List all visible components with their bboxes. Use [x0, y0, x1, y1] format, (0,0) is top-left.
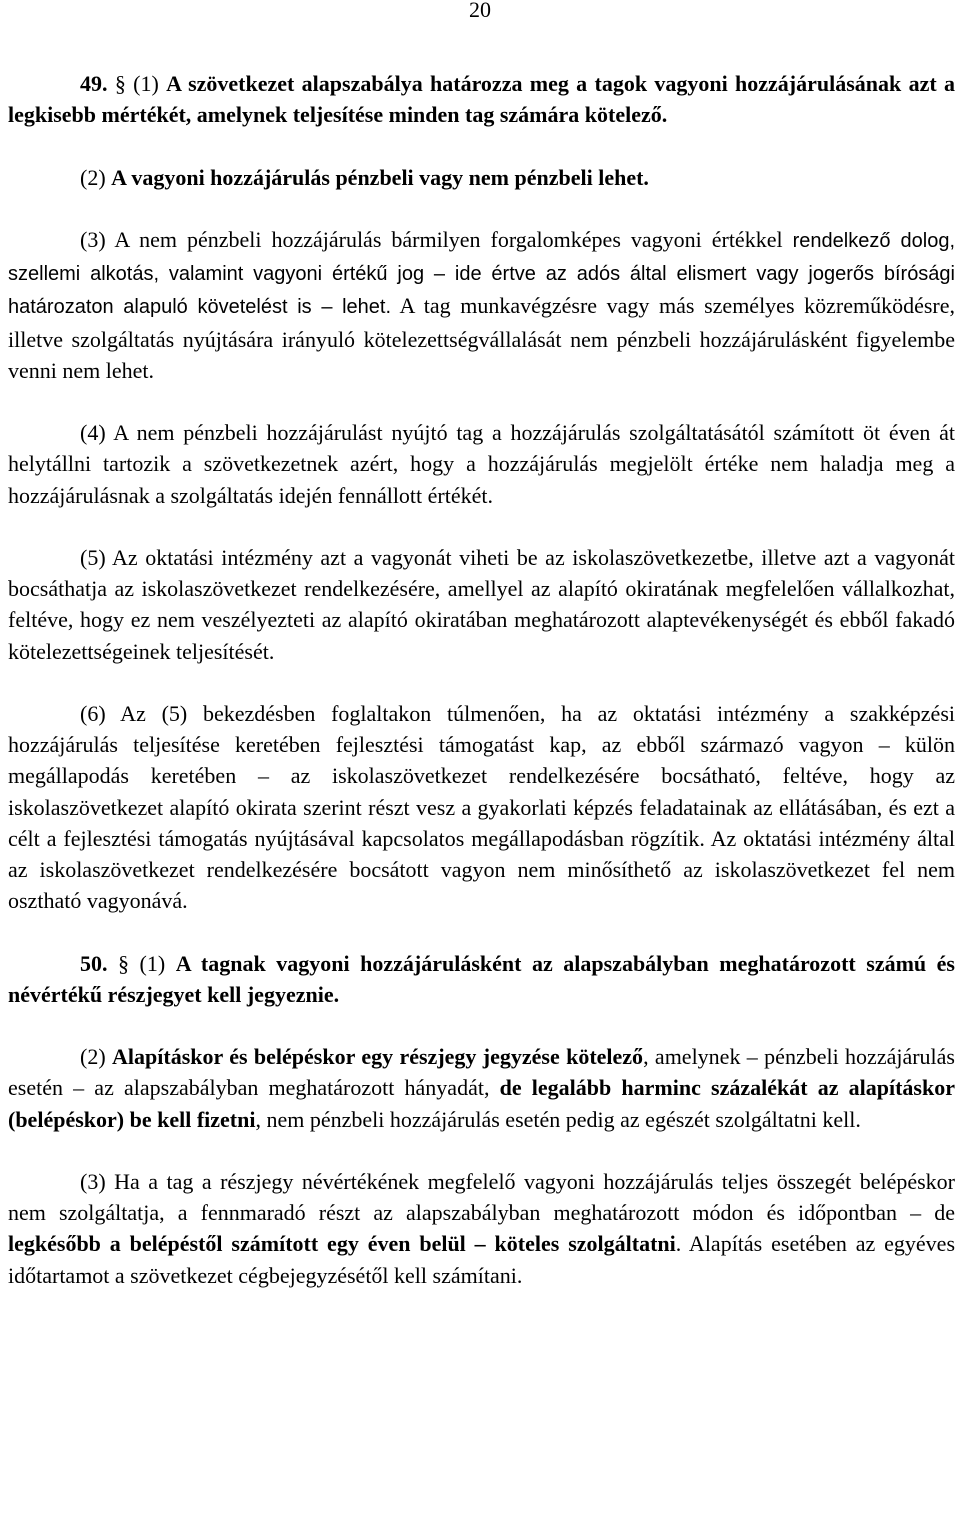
paragraph-text: (6) Az (5) bekezdésben foglaltakon túlmenően, ha az oktatási intézmény a szakképzési hozzájárulás teljesítése keretében fejlesztési támogatást kap, az ebből származó vagyon – külön megállapodás keretében – az iskolaszövetkezet rendelkezésére bocsátható, feltéve, hogy az iskolaszövetkezet alapító okirata szerint részt vesz a gyakorlati képzés feladatainak az ellátásában, és ezt a célt a fejlesztési támogatás nyújtásával kapcsolatos megállapodásban rögzítik. Az oktatási intézmény által az iskolaszövetkezet rendelkezésére bocsátott vagyon nem minősíthető az iskolaszövetkezet fel nem osztható vagyonává. — [8, 700, 955, 914]
section-number: 49. — [80, 71, 108, 96]
section-number: 50. — [80, 950, 108, 976]
paragraph-text: A tagnak vagyoni hozzájárulásként az alapszabályban meghatározott számú és névértékű részjegyet kell jegyeznie. — [8, 950, 955, 1007]
paragraph-text: Alapításkor és belépéskor egy részjegy jegyzése kötelező — [112, 1044, 644, 1070]
paragraph-49-4 — [8, 417, 955, 511]
subsection-marker: § (1) — [107, 950, 176, 976]
paragraph-50-1 — [8, 948, 955, 1010]
paragraph-text: de legalább harminc százalékát az alapításkor (belépéskor) be kell fizetni — [8, 1075, 955, 1132]
paragraph-text: (3) Ha a tag a részjegy névértékének megfelelő vagyoni hozzájárulás teljes összegét belépéskor nem szolgáltatja, a fennmaradó részt az alapszabályban meghatározott módon és időpontban – de — [8, 1168, 955, 1226]
paragraph-text: . Alapítás esetében az egyéves időtartamot a szövetkezet cégbejegyzésétől kell számítani. — [8, 1231, 956, 1288]
paragraph-49-6 — [8, 698, 955, 916]
paragraph-text: A vagyoni hozzájárulás pénzbeli vagy nem pénzbeli lehet. — [111, 164, 649, 190]
paragraph-text: , amelynek – pénzbeli hozzájárulás esetén – az alapszabályban meghatározott hányadát, — [8, 1044, 955, 1101]
paragraph-49-3 — [8, 224, 955, 386]
paragraph-50-2 — [8, 1041, 955, 1135]
paragraph-text: legkésőbb a belépéstől számított egy éven belül – köteles szolgáltatni — [8, 1231, 676, 1257]
paragraph-49-1 — [8, 68, 955, 130]
subsection-marker: (2) — [80, 1044, 113, 1070]
paragraph-text: A szövetkezet alapszabálya határozza meg a tagok vagyoni hozzájárulásának azt a legkisebb mértékét, amelynek teljesítése minden tag számára kötelező. — [8, 71, 955, 128]
paragraph-49-5 — [8, 542, 955, 667]
document-body — [8, 68, 955, 1291]
paragraph-text: (3) A nem pénzbeli hozzájárulás bármilyen forgalomképes vagyoni értékkel — [80, 226, 783, 252]
paragraph-text: , nem pénzbeli hozzájárulás esetén pedig az egészét szolgáltatni kell. — [255, 1106, 861, 1132]
paragraph-text: rendelkező dolog, szellemi alkotás, valamint vagyoni értékű jog – ide értve az adós által elismert vagy jogerős bírósági határozaton alapuló követelést is – lehet. — [8, 229, 955, 319]
paragraph-text: (5) Az oktatási intézmény azt a vagyonát viheti be az iskolaszövetkezetbe, illetve azt a vagyonát bocsáthatja az iskolaszövetkezet rendelkezésére, amellyel az alapító okiratának megfelelően vállalkozhat, feltéve, hogy ez nem veszélyezteti az alapító okiratában meghatározott alaptevékenységét és ebből fakadó kötelezettségeinek teljesítését. — [8, 544, 955, 664]
paragraph-50-3 — [8, 1166, 955, 1291]
paragraph-text: A tag munkavégzésre vagy más személyes közreműködésre, illetve szolgáltatás nyújtására irányuló kötelezettségvállalását nem pénzbeli hozzájárulásként figyelembe venni nem lehet. — [8, 293, 956, 383]
paragraph-text: (4) A nem pénzbeli hozzájárulást nyújtó tag a hozzájárulás szolgáltatásától számított öt éven át helytállni tartozik a szövetkezetnek azért, hogy a hozzájárulás megjelölt értéke nem haladja meg a hozzájárulásnak a szolgáltatás idején fennállott értékét. — [8, 420, 955, 508]
subsection-marker: (2) — [80, 164, 112, 190]
subsection-marker: § (1) — [107, 71, 167, 96]
page-number: 20 — [469, 0, 491, 22]
paragraph-49-2 — [8, 162, 955, 193]
